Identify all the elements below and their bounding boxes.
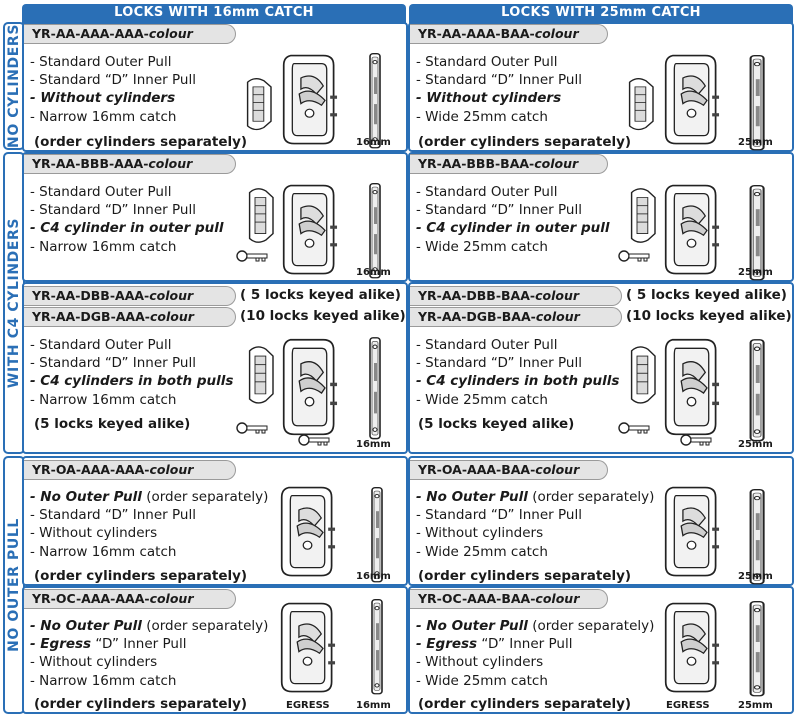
lock-illustration	[234, 330, 404, 454]
side-label-no-cylinders: NO CYLINDERS	[6, 24, 22, 148]
code-text: YR-AA-DGB-AAA-	[32, 309, 150, 324]
egress-label: EGRESS	[666, 700, 710, 711]
catch-size-label: 25mm	[738, 137, 773, 148]
key-icon	[681, 435, 711, 445]
product-code	[24, 154, 236, 174]
keyed-alike-5: ( 5 locks keyed alike)	[626, 287, 787, 303]
side-label-c4-cylinders: WITH C4 CYLINDERS	[6, 217, 22, 389]
feature-4: - Wide 25mm catch	[416, 391, 548, 408]
code-colour: colour	[534, 156, 579, 171]
keyed-alike-10: (10 locks keyed alike)	[626, 308, 792, 324]
cell-c4-outer-16	[22, 152, 408, 282]
feature-1-bold: - No Outer Pull	[30, 489, 142, 505]
feature-3: - Without cylinders	[416, 90, 562, 107]
catch-size-label: 16mm	[356, 571, 391, 582]
cell-no-cyl-16	[22, 22, 408, 152]
header-25mm: LOCKS WITH 25mm CATCH	[409, 4, 793, 24]
code-colour: colour	[149, 591, 194, 606]
feature-4: - Narrow 16mm catch	[30, 543, 177, 560]
code-text: YR-AA-DBB-AAA-	[32, 288, 150, 303]
code-colour: colour	[535, 591, 580, 606]
feature-4: - Narrow 16mm catch	[30, 108, 177, 125]
feature-3: - Without cylinders	[416, 654, 544, 671]
feature-3: - Without cylinders	[30, 525, 158, 542]
product-code	[24, 24, 236, 44]
product-code	[410, 460, 608, 480]
key-icon	[619, 423, 649, 433]
product-code	[410, 154, 608, 174]
code-text: YR-AA-AAA-AAA-	[32, 26, 149, 41]
lock-illustration	[660, 594, 790, 698]
keyed-alike-5: ( 5 locks keyed alike)	[240, 287, 401, 303]
feature-1	[416, 488, 654, 506]
feature-1-bold: - No Outer Pull	[416, 489, 528, 505]
cell-oa-25	[408, 456, 794, 586]
key-icon	[237, 423, 267, 433]
feature-3: - C4 cylinder in outer pull	[30, 220, 224, 237]
feature-3: - C4 cylinder in outer pull	[416, 220, 610, 237]
cell-oc-25	[408, 586, 794, 714]
feature-4: - Wide 25mm catch	[416, 672, 548, 689]
order-note: (order cylinders separately)	[34, 696, 248, 712]
feature-3: - Without cylinders	[30, 654, 158, 671]
feature-2: - Standard “D” Inner Pull	[416, 202, 582, 219]
feature-1-rest: (order separately)	[141, 618, 269, 634]
lock-illustration	[242, 50, 402, 150]
feature-2: - Standard “D” Inner Pull	[30, 355, 196, 372]
feature-1-bold: - No Outer Pull	[30, 618, 142, 634]
feature-3: - Without cylinders	[416, 525, 544, 542]
cell-c4-outer-25	[408, 152, 794, 282]
feature-4: - Narrow 16mm catch	[30, 238, 177, 255]
feature-1: - Standard Outer Pull	[30, 337, 172, 353]
feature-2: - Standard “D” Inner Pull	[416, 355, 582, 372]
feature-1-rest: (order separately)	[527, 489, 655, 505]
keyed-note: (5 locks keyed alike)	[34, 416, 191, 432]
order-note: (order cylinders separately)	[418, 134, 632, 150]
catch-size-label: 25mm	[738, 571, 773, 582]
lock-illustration	[624, 50, 784, 150]
catch-size-label: 16mm	[356, 137, 391, 148]
feature-list	[416, 617, 654, 690]
feature-list	[30, 488, 268, 561]
code-colour: colour	[149, 309, 194, 324]
product-code-5-keyed	[410, 286, 622, 306]
code-colour: colour	[535, 288, 580, 303]
catch-size-label: 25mm	[738, 267, 773, 278]
keyed-note: (5 locks keyed alike)	[418, 416, 575, 432]
feature-2: - Standard “D” Inner Pull	[416, 72, 582, 89]
feature-list	[416, 53, 582, 126]
feature-1	[30, 488, 268, 506]
code-colour: colour	[149, 462, 194, 477]
feature-list	[30, 617, 268, 690]
cell-oa-16	[22, 456, 408, 586]
feature-4: - Wide 25mm catch	[416, 108, 548, 125]
catch-size-label: 25mm	[738, 700, 773, 711]
key-icon	[619, 251, 649, 261]
catch-size-label: 25mm	[738, 439, 773, 450]
product-code	[24, 589, 236, 609]
feature-list	[30, 183, 223, 256]
feature-4: - Narrow 16mm catch	[30, 391, 177, 408]
product-code	[410, 589, 608, 609]
order-note: (order cylinders separately)	[418, 696, 632, 712]
product-code	[24, 460, 236, 480]
feature-list	[30, 53, 196, 126]
feature-3: - Without cylinders	[30, 90, 176, 107]
feature-2	[30, 635, 268, 653]
feature-3: - C4 cylinders in both pulls	[30, 373, 234, 390]
cell-c4-both-25	[408, 282, 794, 454]
header-16mm: LOCKS WITH 16mm CATCH	[22, 4, 406, 24]
code-text: YR-AA-BBB-AAA-	[32, 156, 149, 171]
product-code-10-keyed	[24, 307, 236, 327]
feature-4: - Wide 25mm catch	[416, 543, 548, 560]
product-code-10-keyed	[410, 307, 622, 327]
code-text: YR-OC-AAA-BAA-	[418, 591, 536, 606]
order-note: (order cylinders separately)	[34, 568, 248, 584]
order-note: (order cylinders separately)	[34, 134, 248, 150]
feature-2: - Standard “D” Inner Pull	[30, 72, 196, 89]
feature-2-rest: “D” Inner Pull	[91, 636, 187, 653]
feature-list	[416, 183, 609, 256]
order-note: (order cylinders separately)	[418, 568, 632, 584]
feature-2-bold: - Egress	[416, 636, 478, 653]
feature-1-bold: - No Outer Pull	[416, 618, 528, 634]
feature-2: - Standard “D” Inner Pull	[416, 507, 582, 524]
feature-1: - Standard Outer Pull	[416, 337, 558, 353]
product-code	[410, 24, 608, 44]
code-colour: colour	[149, 288, 194, 303]
key-icon	[237, 251, 267, 261]
feature-2-rest: “D” Inner Pull	[477, 636, 573, 653]
feature-2-bold: - Egress	[30, 636, 92, 653]
code-text: YR-OA-AAA-BAA-	[418, 462, 536, 477]
feature-4: - Narrow 16mm catch	[30, 672, 177, 689]
catch-size-label: 16mm	[356, 267, 391, 278]
lock-illustration	[276, 594, 406, 698]
code-text: YR-AA-DGB-BAA-	[418, 309, 536, 324]
code-colour: colour	[148, 26, 193, 41]
key-icon	[299, 435, 329, 445]
code-text: YR-AA-DBB-BAA-	[418, 288, 536, 303]
code-text: YR-OC-AAA-AAA-	[32, 591, 150, 606]
feature-list	[30, 336, 233, 409]
feature-2	[416, 635, 654, 653]
code-colour: colour	[535, 309, 580, 324]
lock-illustration	[616, 330, 786, 454]
cell-no-cyl-25	[408, 22, 794, 152]
feature-1	[416, 617, 654, 635]
feature-1: - Standard Outer Pull	[416, 54, 558, 70]
cell-oc-16	[22, 586, 408, 714]
code-colour: colour	[534, 26, 579, 41]
feature-2: - Standard “D” Inner Pull	[30, 202, 196, 219]
feature-1	[30, 617, 268, 635]
cell-c4-both-16	[22, 282, 408, 454]
egress-label: EGRESS	[286, 700, 330, 711]
code-text: YR-AA-BBB-BAA-	[418, 156, 535, 171]
feature-1: - Standard Outer Pull	[30, 54, 172, 70]
product-code-5-keyed	[24, 286, 236, 306]
keyed-alike-10: (10 locks keyed alike)	[240, 308, 406, 324]
code-colour: colour	[148, 156, 193, 171]
code-text: YR-AA-AAA-BAA-	[418, 26, 535, 41]
feature-1-rest: (order separately)	[141, 489, 269, 505]
feature-2: - Standard “D” Inner Pull	[30, 507, 196, 524]
code-text: YR-OA-AAA-AAA-	[32, 462, 150, 477]
catch-size-label: 16mm	[356, 439, 391, 450]
feature-4: - Wide 25mm catch	[416, 238, 548, 255]
code-colour: colour	[535, 462, 580, 477]
feature-1: - Standard Outer Pull	[416, 184, 558, 200]
side-label-no-outer-pull: NO OUTER PULL	[6, 518, 22, 652]
feature-1-rest: (order separately)	[527, 618, 655, 634]
feature-3: - C4 cylinders in both pulls	[416, 373, 620, 390]
feature-1: - Standard Outer Pull	[30, 184, 172, 200]
feature-list	[416, 488, 654, 561]
catch-size-label: 16mm	[356, 700, 391, 711]
feature-list	[416, 336, 619, 409]
